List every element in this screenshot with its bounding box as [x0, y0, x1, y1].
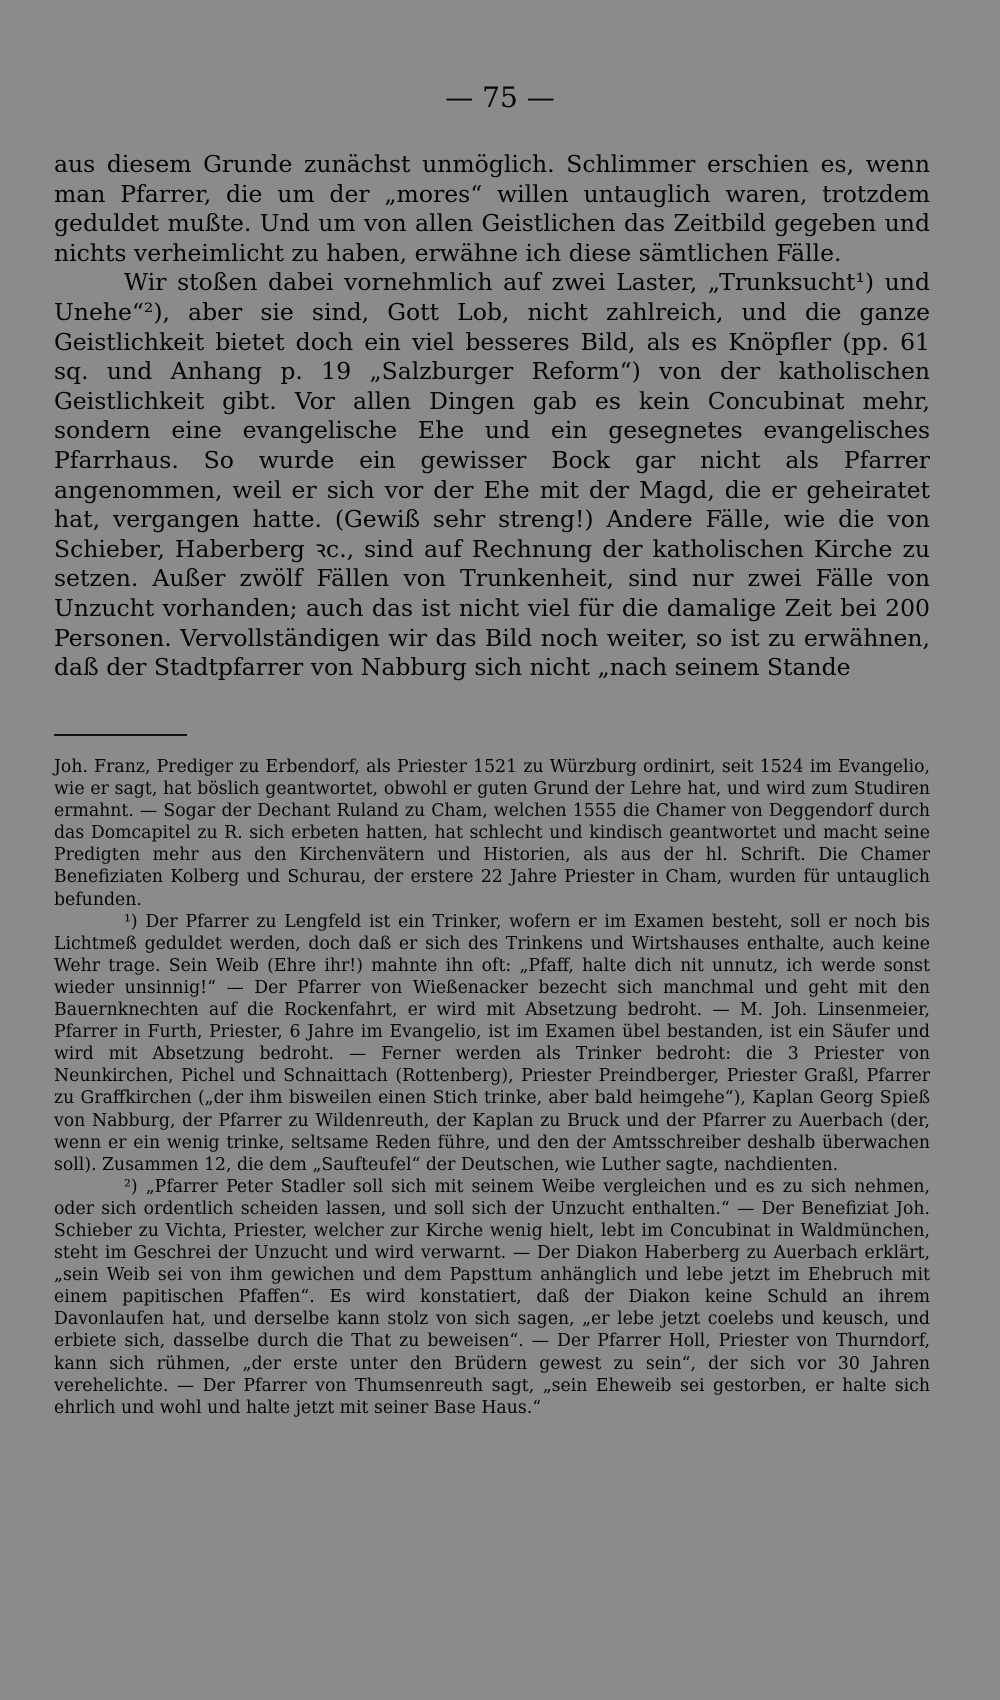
footnotes [54, 756, 930, 1419]
main-text [54, 150, 930, 683]
main-paragraph-2: Wir stoßen dabei vornehmlich auf zwei Laster, „Trunksucht¹) und Unehe“²), aber sie sind, Gott Lob, nicht zahlreich, und die ganze Geistlichkeit bietet doch ein viel besseres Bild, als es Knöpfler (pp. 61 sq. und Anhang p. 19 „Salzburger Reform“) von der katholischen Geistlichkeit gibt. Vor allen Dingen gab es kein Concubinat mehr, sondern eine evangelische Ehe und ein gesegnetes evangelisches Pfarrhaus. So wurde ein gewisser Bock gar nicht als Pfarrer angenommen, weil er sich vor der Ehe mit der Magd, die er geheiratet hat, vergangen hatte. (Gewiß sehr streng!) Andere Fälle, wie die von Schieber, Haberberg ꝛc., sind auf Rechnung der katholischen Kirche zu setzen. Außer zwölf Fällen von Trunkenheit, sind nur zwei Fälle von Unzucht vorhanden; auch das ist nicht viel für die damalige Zeit bei 200 Personen. Vervollständigen wir das Bild noch weiter, so ist zu erwähnen, daß der Stadtpfarrer von Nabburg sich nicht „nach seinem Stande [54, 268, 930, 682]
page-number: — 75 — [445, 81, 555, 114]
footnote-continuation: Joh. Franz, Prediger zu Erbendorf, als Priester 1521 zu Würzburg ordinirt, seit 1524 im Evangelio, wie er sagt, hat böslich geantwortet, obwohl er guten Grund der Lehre hat, und wird zum Studiren ermahnt. — Sogar der Dechant Ruland zu Cham, welchen 1555 die Chamer von Deggendorf durch das Domcapitel zu R. sich erbeten hatten, hat schlecht und kindisch geantwortet und macht seine Predigten mehr aus den Kirchenvätern und Historien, als aus der hl. Schrift. Die Chamer Benefiziaten Kolberg und Schurau, der erstere 22 Jahre Priester in Cham, wurden für untauglich befunden. [54, 757, 930, 910]
footnote-2: ²) „Pfarrer Peter Stadler soll sich mit seinem Weibe vergleichen und es zu sich nehmen, oder sich ordentlich scheiden lassen, und soll sich der Unzucht enthalten.“ — Der Benefiziat Joh. Schieber zu Vichta, Priester, welcher zur Kirche wenig hielt, lebt im Concubinat in Waldmünchen, steht im Geschrei der Unzucht und wird verwarnt. — Der Diakon Haberberg zu Auerbach erklärt, „sein Weib sei von ihm gewichen und dem Papsttum anhänglich und lebe jetzt im Ehebruch mit einem papitischen Pfaffen“. Es wird konstatiert, daß der Diakon keine Schuld an ihrem Davonlaufen hat, und derselbe kann stolz von sich sagen, „er lebe jetzt coelebs und keusch, und erbiete sich, dasselbe durch die That zu beweisen“. — Der Pfarrer Holl, Priester von Thurndorf, kann sich rühmen, „der erste unter den Brüdern gewest zu sein“, der sich vor 30 Jahren verehelichte. — Der Pfarrer von Thumsenreuth sagt, „sein Eheweib sei gestorben, er halte sich ehrlich und wohl und halte jetzt mit seiner Base Haus.“ [54, 1176, 930, 1418]
footnote-1: ¹) Der Pfarrer zu Lengfeld ist ein Trinker, wofern er im Examen besteht, soll er noch bis Lichtmeß geduldet werden, doch daß er sich des Trinkens und Wirtshauses enthalte, auch keine Wehr trage. Sein Weib (Ehre ihr!) mahnte ihn oft: „Pfaff, halte dich nit unnutz, ich werde sonst wieder unsinnig!“ — Der Pfarrer von Wießenacker bezecht sich manchmal und geht mit den Bauernknechten auf die Rockenfahrt, er wird mit Absetzung bedroht. — M. Joh. Linsenmeier, Pfarrer in Furth, Priester, 6 Jahre im Evangelio, ist im Examen übel bestanden, ist ein Säufer und wird mit Absetzung bedroht. — Ferner werden als Trinker bedroht: die 3 Priester von Neunkirchen, Pichel und Schnaittach (Rottenberg), Priester Preindberger, Priester Graßl, Pfarrer zu Graffkirchen („der ihm bisweilen einen Stich trinke, aber bald heimgehe“), Kaplan Georg Spieß von Nabburg, der Pfarrer zu Wildenreuth, der Kaplan zu Bruck und der Pfarrer zu Auerbach (der, wenn er ein wenig trinke, seltsame Reden führe, und den der Amtsschreiber deshalb überwachen soll). Zusammen 12, die dem „Saufteufel“ der Deutschen, wie Luther sagte, nachdienten. [54, 911, 930, 1175]
main-paragraph-1: aus diesem Grunde zunächst unmöglich. Schlimmer erschien es, wenn man Pfarrer, die um der „mores“ willen untauglich waren, trotzdem geduldet mußte. Und um von allen Geistlichen das Zeitbild gegeben und nichts verheimlicht zu haben, erwähne ich diese sämtlichen Fälle. [54, 150, 930, 267]
footnote-divider [54, 734, 187, 736]
